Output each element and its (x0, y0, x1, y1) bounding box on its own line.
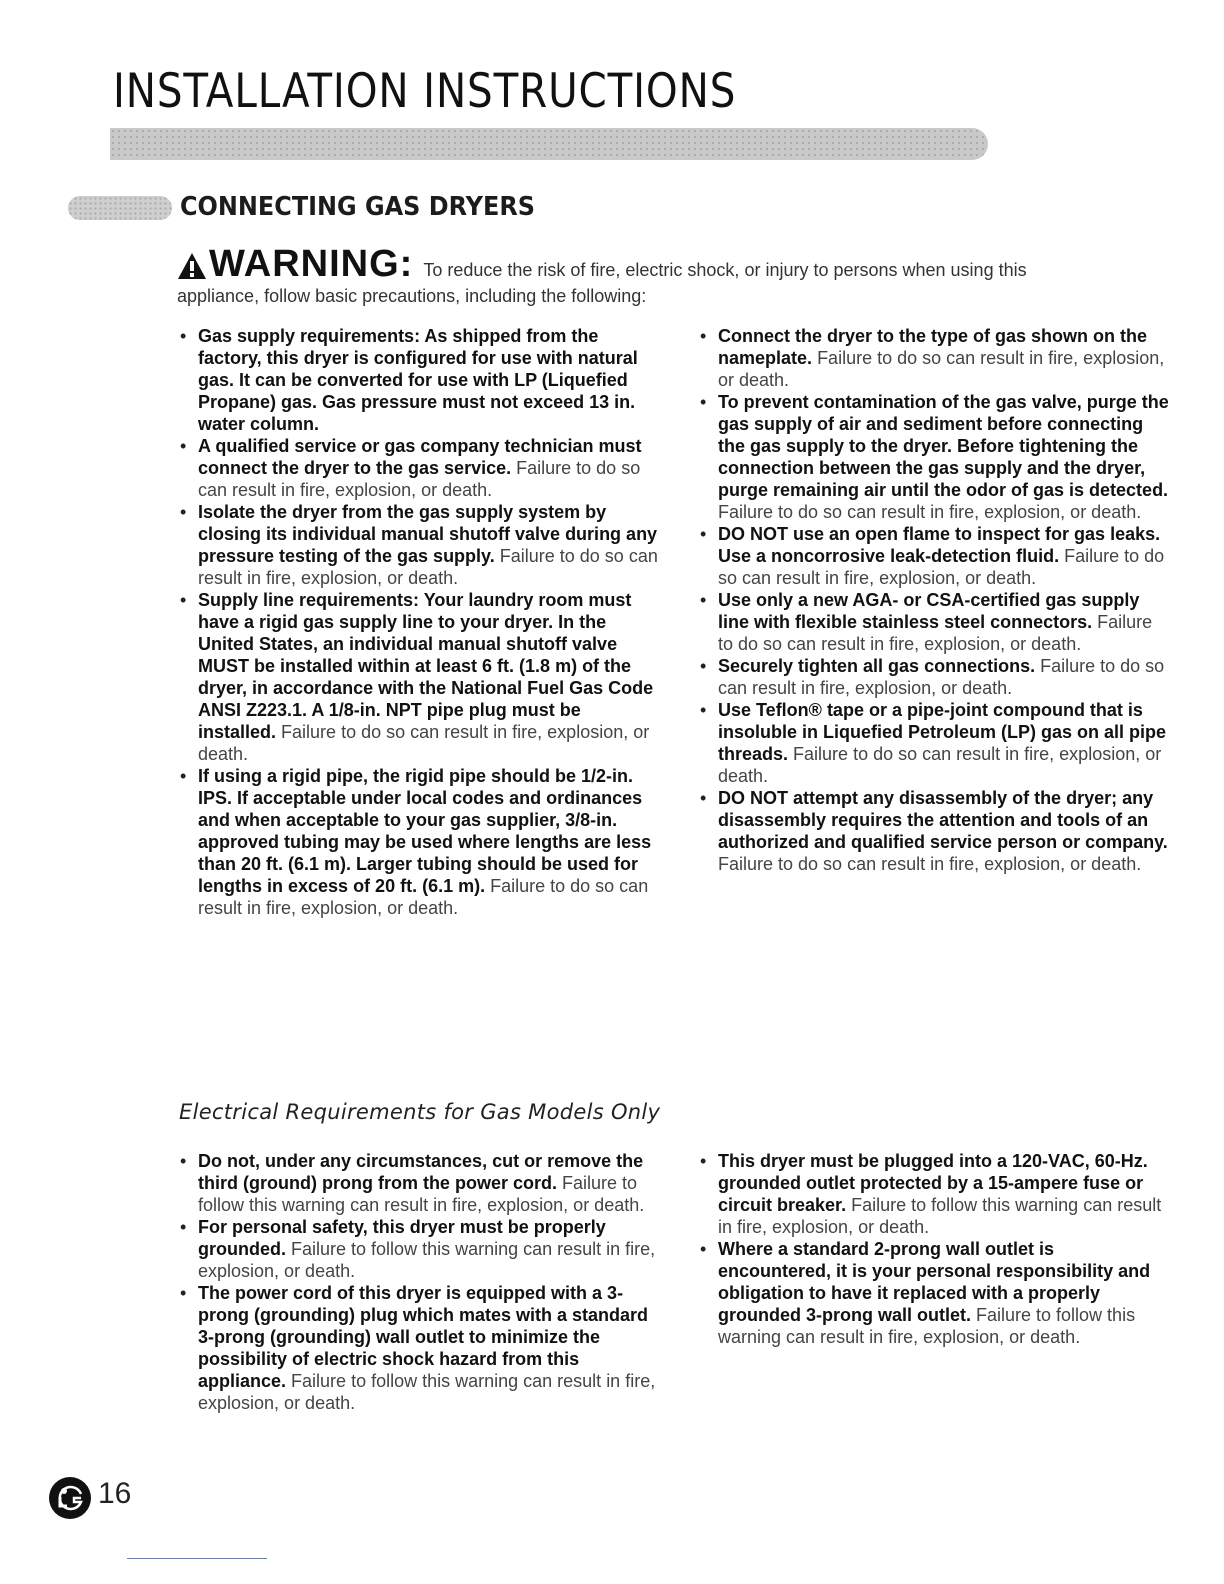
list-item (699, 1150, 1169, 1238)
list-item (699, 1238, 1169, 1348)
item-bold-text: Use only a new AGA- or CSA-certified gas supply line with flexible stainless steel connectors. (718, 590, 1140, 632)
footer-rule (127, 1558, 267, 1559)
item-bold-text: DO NOT use an open flame to inspect for gas leaks. Use a noncorrosive leak-detection fluid. (718, 524, 1161, 566)
list-item (699, 589, 1169, 655)
item-normal-text: Failure to do so can result in fire, explosion, or death. (198, 876, 649, 918)
item-bold-text: For personal safety, this dryer must be properly grounded. (198, 1217, 606, 1259)
item-normal-text: Failure to do so can result in fire, explosion, or death. (718, 546, 1165, 588)
list-item (699, 699, 1169, 787)
list-item (699, 787, 1169, 875)
item-normal-text: Failure to do so can result in fire, explosion, or death. (718, 854, 1142, 874)
section-marker-pill (68, 196, 172, 220)
list-item (699, 325, 1169, 391)
item-normal-text: Failure to do so can result in fire, explosion, or death. (198, 458, 641, 500)
electrical-left-column (179, 1150, 659, 1414)
item-bold-text: Where a standard 2-prong wall outlet is encountered, it is your personal responsibility and obligation to have it replaced with a properly grounded 3-prong wall outlet. (718, 1239, 1151, 1325)
warning-triangle-icon (177, 252, 207, 285)
list-item (179, 765, 659, 919)
page-number: 16 (98, 1477, 132, 1510)
item-bold-text: Use Teflon® tape or a pipe-joint compound that is insoluble in Liquefied Petroleum (LP) gas on all pipe threads. (718, 700, 1167, 764)
item-bold-text: Connect the dryer to the type of gas shown on the nameplate. (718, 326, 1148, 368)
warning-word: WARNING: (209, 243, 414, 285)
list-item (179, 1282, 659, 1414)
item-bold-text: DO NOT attempt any disassembly of the dryer; any disassembly requires the attention and tools of an authorized and qualified service person or company. (718, 788, 1168, 852)
list-item (179, 589, 659, 765)
item-bold-text: Isolate the dryer from the gas supply system by closing its individual manual shutoff valve during any pressure testing of the gas supply. (198, 502, 658, 566)
list-item (699, 655, 1169, 699)
item-normal-text: Failure to follow this warning can result in fire, explosion, or death. (718, 1305, 1136, 1347)
gas-right-column (699, 325, 1169, 875)
item-bold-text: Supply line requirements: Your laundry room must have a rigid gas supply line to your dryer. In the United States, an individual manual shutoff valve MUST be installed within at least 6 ft. (1.8 m) of the dryer, in accordance with the National Fuel Gas Code ANSI Z223.1. A 1/8-in. NPT pipe plug must be installed. (198, 590, 654, 742)
electrical-right-column (699, 1150, 1169, 1348)
list-item (699, 523, 1169, 589)
item-bold-text: This dryer must be plugged into a 120-VAC, 60-Hz. grounded outlet protected by a 15-ampere fuse or circuit breaker. (718, 1151, 1148, 1215)
list-item (179, 435, 659, 501)
item-normal-text: Failure to do so can result in fire, explosion, or death. (718, 656, 1165, 698)
item-bold-text: Gas supply requirements: As shipped from the factory, this dryer is configured for use with natural gas. It can be converted for use with LP (Liquefied Propane) gas. Gas pressure must not exceed 13 in. water column. (198, 326, 638, 434)
item-normal-text: Failure to follow this warning can result in fire, explosion, or death. (718, 1195, 1162, 1237)
lg-logo-icon (48, 1476, 92, 1525)
item-bold-text: If using a rigid pipe, the rigid pipe should be 1/2-in. IPS. If acceptable under local codes and ordinances and when acceptable to your gas supplier, 3/8-in. approved tubing may be used where lengths are less than 20 ft. (6.1 m). Larger tubing should be used for lengths in excess of 20 ft. (6.1 m). (198, 766, 652, 896)
warning-text-line2: appliance, follow basic precautions, including the following: (177, 286, 647, 306)
list-item (179, 501, 659, 589)
item-normal-text: Failure to do so can result in fire, explosion, or death. (718, 348, 1165, 390)
warning-block (177, 243, 1137, 307)
list-item (179, 1216, 659, 1282)
electrical-subsection-title: Electrical Requirements for Gas Models Only (179, 1100, 661, 1124)
gas-left-column (179, 325, 659, 919)
item-normal-text: Failure to do so can result in fire, explosion, or death. (718, 612, 1153, 654)
page-title: INSTALLATION INSTRUCTIONS (113, 64, 737, 119)
item-normal-text: Failure to follow this warning can result in fire, explosion, or death. (198, 1173, 645, 1215)
item-bold-text: A qualified service or gas company technician must connect the dryer to the gas service. (198, 436, 642, 478)
title-underline-bar (110, 128, 988, 160)
item-normal-text: Failure to follow this warning can result in fire, explosion, or death. (198, 1371, 656, 1413)
item-bold-text: To prevent contamination of the gas valve, purge the gas supply of air and sediment before connecting the gas supply to the dryer. Before tightening the connection between the gas supply and the dryer, purge remaining air until the odor of gas is detected. (718, 392, 1169, 500)
warning-head (177, 243, 1027, 285)
item-normal-text: Failure to do so can result in fire, explosion, or death. (718, 502, 1142, 522)
item-bold-text: The power cord of this dryer is equipped with a 3-prong (grounding) plug which mates with a standard 3-prong (grounding) wall outlet to minimize the possibility of electric shock hazard from this appliance. (198, 1283, 648, 1391)
item-normal-text: Failure to follow this warning can result in fire, explosion, or death. (198, 1239, 656, 1281)
item-bold-text: Securely tighten all gas connections. (718, 656, 1036, 676)
list-item (179, 325, 659, 435)
item-normal-text: Failure to do so can result in fire, explosion, or death. (198, 546, 658, 588)
item-bold-text: Do not, under any circumstances, cut or remove the third (ground) prong from the power cord. (198, 1151, 644, 1193)
warning-text: To reduce the risk of fire, electric shock, or injury to persons when using this (423, 260, 1027, 280)
item-normal-text: Failure to do so can result in fire, explosion, or death. (198, 722, 650, 764)
list-item (699, 391, 1169, 523)
item-normal-text: Failure to do so can result in fire, explosion, or death. (718, 744, 1162, 786)
section-title: CONNECTING GAS DRYERS (180, 192, 536, 222)
list-item (179, 1150, 659, 1216)
